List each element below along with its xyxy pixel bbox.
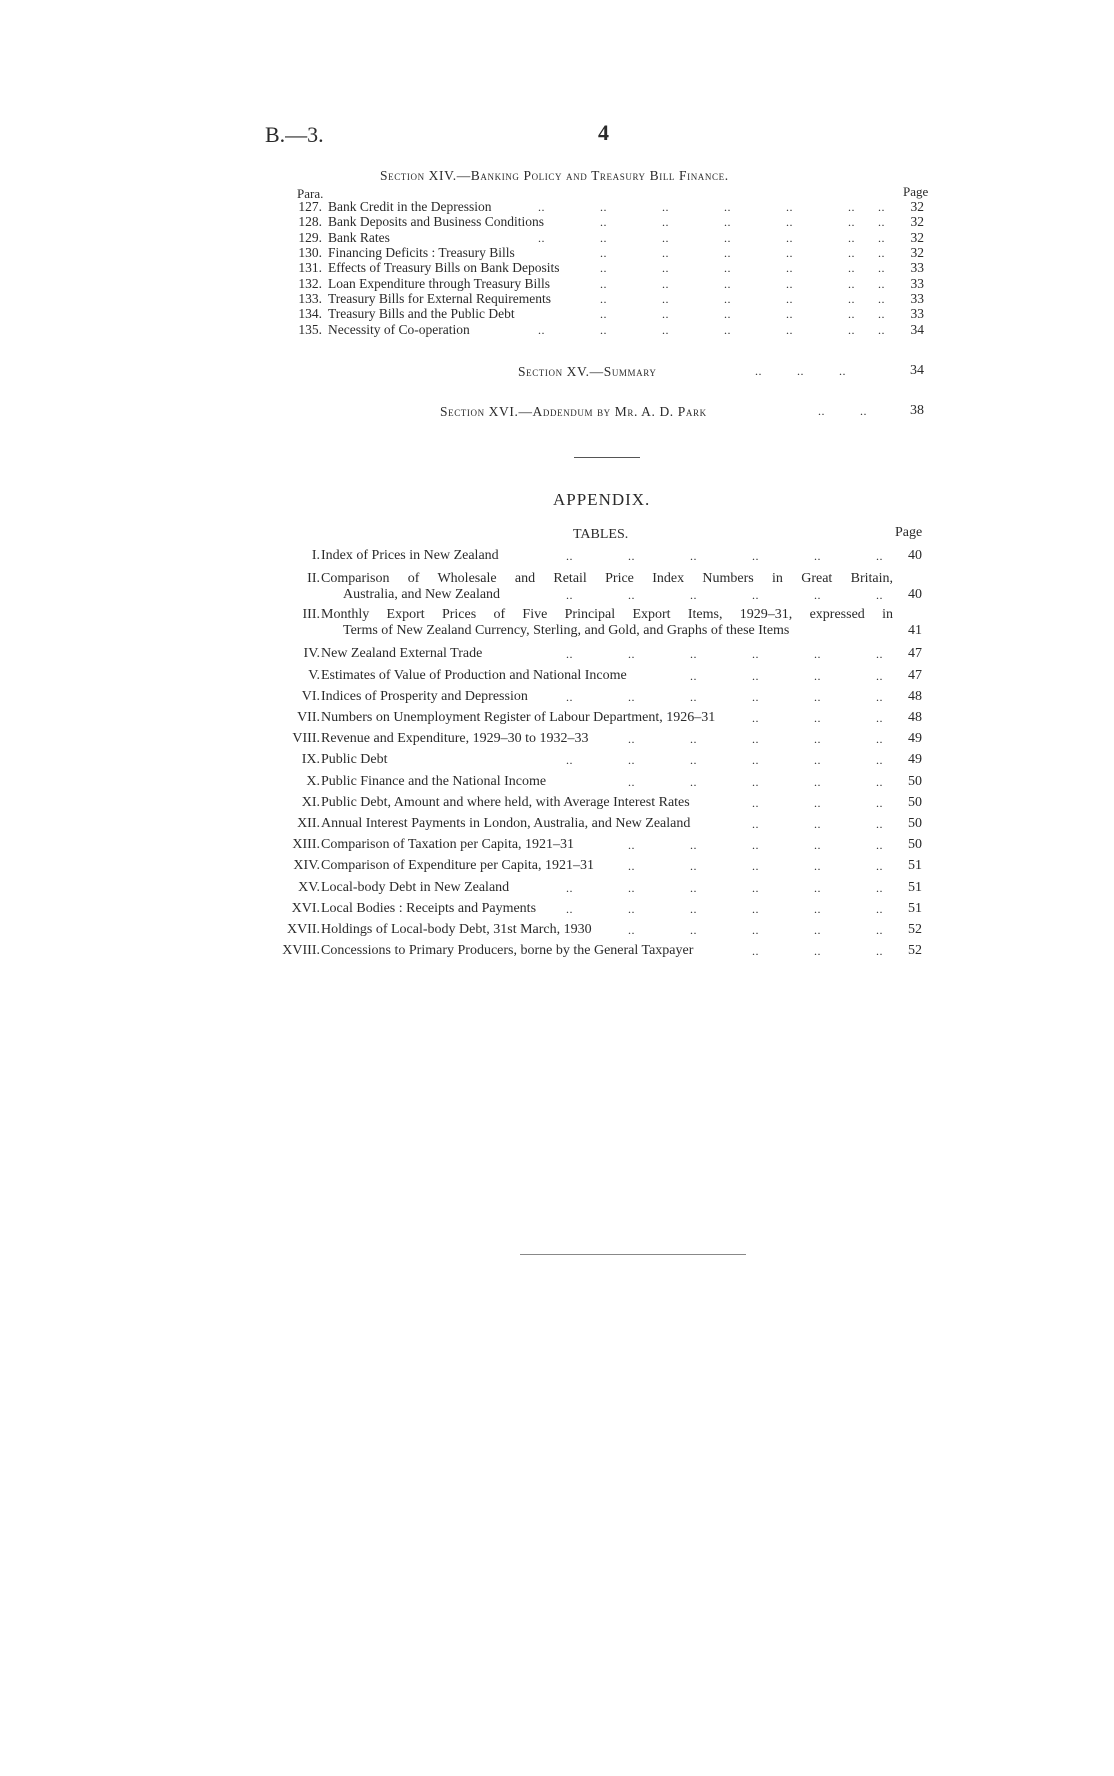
page-ref: 50 <box>908 837 922 852</box>
page-ref: 33 <box>910 291 924 306</box>
para-number: 129. <box>298 230 322 245</box>
toc-row <box>0 306 1114 322</box>
leader-dots: .. <box>724 200 731 214</box>
table-row <box>0 816 1114 832</box>
leader-dots: .. <box>848 323 855 337</box>
leader-dots: .. <box>814 796 821 810</box>
leader-dots: .. <box>848 231 855 245</box>
table-title: Public Finance and the National Income <box>321 774 547 789</box>
leader-dots: .. <box>752 817 759 831</box>
table-title: Comparison of Taxation per Capita, 1921–31 <box>321 837 575 852</box>
leader-dots: .. <box>600 246 607 260</box>
toc-entry-title: Bank Rates <box>328 230 390 245</box>
tables-label: TABLES. <box>573 527 629 542</box>
page-ref: 47 <box>908 646 922 661</box>
table-number: XII. <box>297 816 320 831</box>
leader-dots: .. <box>600 231 607 245</box>
leader-dots: .. <box>878 231 885 245</box>
table-number: XI. <box>301 795 320 810</box>
leader-dots: .. <box>690 902 697 916</box>
leader-dots: .. <box>814 669 821 683</box>
leader-dots: .. <box>538 200 545 214</box>
toc-entry-title: Bank Credit in the Depression <box>328 199 492 214</box>
leader-dots: .. <box>600 200 607 214</box>
leader-dots: .. <box>878 277 885 291</box>
table-number: XIV. <box>293 858 320 873</box>
page-ref: 41 <box>908 623 922 638</box>
toc-row <box>0 276 1114 292</box>
leader-dots: .. <box>876 944 883 958</box>
table-row <box>0 689 1114 705</box>
table-number: XV. <box>298 880 320 895</box>
section-xv-leader: .. .. .. <box>755 364 846 378</box>
page-ref: 48 <box>908 710 922 725</box>
toc-entry-title: Loan Expenditure through Treasury Bills <box>328 276 550 291</box>
table-row <box>0 922 1114 938</box>
leader-dots: .. <box>566 902 573 916</box>
leader-dots: .. <box>662 261 669 275</box>
leader-dots: .. <box>690 647 697 661</box>
leader-dots: .. <box>724 231 731 245</box>
leader-dots: .. <box>724 292 731 306</box>
leader-dots: .. <box>814 588 821 602</box>
table-title: New Zealand External Trade <box>321 646 483 661</box>
leader-dots: .. <box>752 690 759 704</box>
leader-dots: .. <box>814 859 821 873</box>
table-row <box>0 668 1114 684</box>
appendix-title: APPENDIX. <box>553 490 651 509</box>
table-number: XIII. <box>292 837 320 852</box>
leader-dots: .. <box>662 246 669 260</box>
table-row <box>0 607 1114 639</box>
leader-dots: .. <box>690 859 697 873</box>
table-row <box>0 858 1114 874</box>
leader-dots: .. <box>628 549 635 563</box>
section-xvi-leader: .. .. <box>818 404 867 418</box>
table-row <box>0 548 1114 564</box>
leader-dots: .. <box>690 732 697 746</box>
toc-row <box>0 322 1114 338</box>
table-title-continued: Australia, and New Zealand <box>343 587 501 602</box>
leader-dots: .. <box>786 307 793 321</box>
leader-dots: .. <box>786 323 793 337</box>
table-title: Estimates of Value of Production and National Income <box>321 668 627 683</box>
leader-dots: .. <box>814 881 821 895</box>
table-number: V. <box>308 668 320 683</box>
leader-dots: .. <box>876 838 883 852</box>
leader-dots: .. <box>600 215 607 229</box>
leader-dots: .. <box>690 753 697 767</box>
table-title: Numbers on Unemployment Register of Labour Department, 1926–31 <box>321 710 716 725</box>
leader-dots: .. <box>538 323 545 337</box>
leader-dots: .. <box>690 775 697 789</box>
page-ref: 48 <box>908 689 922 704</box>
table-title: Comparison of Expenditure per Capita, 1921–31 <box>321 858 594 873</box>
leader-dots: .. <box>786 200 793 214</box>
table-title-continued: Terms of New Zealand Currency, Sterling, and Gold, and Graphs of these Items <box>343 623 790 638</box>
page-ref: 33 <box>910 260 924 275</box>
toc-entry-title: Bank Deposits and Business Conditions <box>328 214 545 229</box>
table-row <box>0 731 1114 747</box>
leader-dots: .. <box>724 307 731 321</box>
leader-dots: .. <box>752 775 759 789</box>
table-row <box>0 795 1114 811</box>
leader-dots: .. <box>814 647 821 661</box>
table-title: Comparison of Wholesale and Retail Price Index Numbers in Great Britain, <box>321 571 893 586</box>
leader-dots: .. <box>662 277 669 291</box>
leader-dots: .. <box>628 690 635 704</box>
leader-dots: .. <box>814 923 821 937</box>
page-number: 4 <box>598 120 609 145</box>
page-ref: 32 <box>910 230 924 245</box>
page-ref: 52 <box>908 922 922 937</box>
leader-dots: .. <box>566 549 573 563</box>
page-ref: 51 <box>908 901 922 916</box>
leader-dots: .. <box>876 549 883 563</box>
leader-dots: .. <box>752 549 759 563</box>
section-xv-page: 34 <box>910 363 924 378</box>
leader-dots: .. <box>752 902 759 916</box>
table-row <box>0 710 1114 726</box>
page-ref: 50 <box>908 816 922 831</box>
page-ref: 40 <box>908 548 922 563</box>
leader-dots: .. <box>538 231 545 245</box>
table-title: Local Bodies : Receipts and Payments <box>321 901 537 916</box>
leader-dots: .. <box>786 231 793 245</box>
leader-dots: .. <box>628 732 635 746</box>
leader-dots: .. <box>878 323 885 337</box>
toc-entry-title: Necessity of Co-operation <box>328 322 470 337</box>
leader-dots: .. <box>690 923 697 937</box>
leader-dots: .. <box>814 711 821 725</box>
document-reference: B.—3. <box>265 122 324 147</box>
leader-dots: .. <box>662 323 669 337</box>
leader-dots: .. <box>600 323 607 337</box>
leader-dots: .. <box>724 246 731 260</box>
leader-dots: .. <box>876 902 883 916</box>
leader-dots: .. <box>752 796 759 810</box>
leader-dots: .. <box>628 753 635 767</box>
toc-row <box>0 245 1114 261</box>
section-xvi-heading: Section XVI.—Addendum by Mr. A. D. Park <box>440 404 707 419</box>
leader-dots: .. <box>628 647 635 661</box>
table-title: Public Debt, Amount and where held, with Average Interest Rates <box>321 795 690 810</box>
table-number: II. <box>307 571 320 586</box>
para-number: 130. <box>298 245 322 260</box>
toc-row <box>0 214 1114 230</box>
page-ref: 51 <box>908 858 922 873</box>
table-title: Public Debt <box>321 752 388 767</box>
page-ref: 52 <box>908 943 922 958</box>
para-number: 135. <box>298 322 322 337</box>
table-title: Index of Prices in New Zealand <box>321 548 499 563</box>
table-number: X. <box>306 774 320 789</box>
leader-dots: .. <box>814 690 821 704</box>
leader-dots: .. <box>690 881 697 895</box>
leader-dots: .. <box>814 902 821 916</box>
page-ref: 50 <box>908 795 922 810</box>
leader-dots: .. <box>848 200 855 214</box>
leader-dots: .. <box>876 817 883 831</box>
table-number: XVII. <box>286 922 320 937</box>
table-number: XVIII. <box>282 943 320 958</box>
leader-dots: .. <box>752 732 759 746</box>
toc-row <box>0 260 1114 276</box>
page-ref: 50 <box>908 774 922 789</box>
appendix-page-label: Page <box>895 525 923 540</box>
table-number: IX. <box>301 752 320 767</box>
leader-dots: .. <box>752 711 759 725</box>
leader-dots: .. <box>786 292 793 306</box>
leader-dots: .. <box>752 647 759 661</box>
para-number: 133. <box>298 291 322 306</box>
table-number: VIII. <box>292 731 320 746</box>
leader-dots: .. <box>876 669 883 683</box>
leader-dots: .. <box>600 307 607 321</box>
leader-dots: .. <box>786 261 793 275</box>
leader-dots: .. <box>878 215 885 229</box>
toc-row <box>0 199 1114 215</box>
leader-dots: .. <box>628 902 635 916</box>
table-row <box>0 571 1114 603</box>
leader-dots: .. <box>566 690 573 704</box>
leader-dots: .. <box>752 669 759 683</box>
section-xvi-page: 38 <box>910 403 924 418</box>
leader-dots: .. <box>786 215 793 229</box>
leader-dots: .. <box>628 859 635 873</box>
end-rule <box>520 1254 746 1255</box>
leader-dots: .. <box>724 277 731 291</box>
page-ref: 32 <box>910 245 924 260</box>
leader-dots: .. <box>814 838 821 852</box>
leader-dots: .. <box>876 796 883 810</box>
leader-dots: .. <box>786 246 793 260</box>
section-divider <box>574 457 640 458</box>
page-ref: 32 <box>910 214 924 229</box>
leader-dots: .. <box>628 775 635 789</box>
leader-dots: .. <box>876 711 883 725</box>
leader-dots: .. <box>876 647 883 661</box>
table-row <box>0 901 1114 917</box>
page-ref: 33 <box>910 276 924 291</box>
toc-entry-title: Treasury Bills for External Requirements <box>328 291 551 306</box>
leader-dots: .. <box>724 323 731 337</box>
leader-dots: .. <box>876 859 883 873</box>
table-title: Holdings of Local-body Debt, 31st March, 1930 <box>321 922 592 937</box>
leader-dots: .. <box>566 588 573 602</box>
leader-dots: .. <box>878 200 885 214</box>
leader-dots: .. <box>690 588 697 602</box>
leader-dots: .. <box>752 881 759 895</box>
leader-dots: .. <box>752 859 759 873</box>
leader-dots: .. <box>848 215 855 229</box>
leader-dots: .. <box>876 732 883 746</box>
table-row <box>0 646 1114 662</box>
table-number: XVI. <box>291 901 320 916</box>
leader-dots: .. <box>752 838 759 852</box>
leader-dots: .. <box>878 246 885 260</box>
para-number: 132. <box>298 276 322 291</box>
section-xv-heading: Section XV.—Summary <box>518 364 657 379</box>
table-number: VI. <box>301 689 320 704</box>
leader-dots: .. <box>752 588 759 602</box>
leader-dots: .. <box>848 261 855 275</box>
page-ref: 34 <box>910 322 924 337</box>
leader-dots: .. <box>876 690 883 704</box>
page-ref: 49 <box>908 752 922 767</box>
para-number: 131. <box>298 260 322 275</box>
table-number: VII. <box>297 710 320 725</box>
page-ref: 51 <box>908 880 922 895</box>
leader-dots: .. <box>752 753 759 767</box>
leader-dots: .. <box>814 775 821 789</box>
table-number: III. <box>302 607 320 622</box>
page-ref: 40 <box>908 587 922 602</box>
para-number: 134. <box>298 306 322 321</box>
leader-dots: .. <box>690 549 697 563</box>
table-row <box>0 880 1114 896</box>
table-number: IV. <box>303 646 320 661</box>
leader-dots: .. <box>878 307 885 321</box>
leader-dots: .. <box>814 549 821 563</box>
para-number: 127. <box>298 199 322 214</box>
leader-dots: .. <box>628 838 635 852</box>
leader-dots: .. <box>690 690 697 704</box>
leader-dots: .. <box>690 838 697 852</box>
leader-dots: .. <box>628 923 635 937</box>
leader-dots: .. <box>566 753 573 767</box>
table-title: Local-body Debt in New Zealand <box>321 880 510 895</box>
leader-dots: .. <box>662 292 669 306</box>
toc-entry-title: Financing Deficits : Treasury Bills <box>328 245 515 260</box>
leader-dots: .. <box>878 261 885 275</box>
leader-dots: .. <box>628 881 635 895</box>
leader-dots: .. <box>600 277 607 291</box>
page-ref: 49 <box>908 731 922 746</box>
page-ref: 32 <box>910 199 924 214</box>
toc-entry-title: Effects of Treasury Bills on Bank Deposits <box>328 260 560 275</box>
page-ref: 33 <box>910 306 924 321</box>
section-xiv-heading: Section XIV.—Banking Policy and Treasury Bill Finance. <box>380 168 729 183</box>
table-title: Monthly Export Prices of Five Principal Export Items, 1929–31, expressed in <box>321 607 893 622</box>
leader-dots: .. <box>628 588 635 602</box>
table-row <box>0 774 1114 790</box>
leader-dots: .. <box>724 261 731 275</box>
leader-dots: .. <box>876 881 883 895</box>
table-row <box>0 943 1114 959</box>
leader-dots: .. <box>690 669 697 683</box>
leader-dots: .. <box>814 817 821 831</box>
leader-dots: .. <box>662 215 669 229</box>
leader-dots: .. <box>662 231 669 245</box>
leader-dots: .. <box>662 200 669 214</box>
leader-dots: .. <box>876 923 883 937</box>
leader-dots: .. <box>848 246 855 260</box>
leader-dots: .. <box>600 261 607 275</box>
leader-dots: .. <box>600 292 607 306</box>
leader-dots: .. <box>814 753 821 767</box>
table-title: Concessions to Primary Producers, borne by the General Taxpayer <box>321 943 694 958</box>
table-row <box>0 752 1114 768</box>
table-number: I. <box>311 548 320 563</box>
leader-dots: .. <box>752 923 759 937</box>
para-number: 128. <box>298 214 322 229</box>
leader-dots: .. <box>876 775 883 789</box>
leader-dots: .. <box>786 277 793 291</box>
leader-dots: .. <box>876 753 883 767</box>
table-title: Revenue and Expenditure, 1929–30 to 1932–33 <box>321 731 589 746</box>
leader-dots: .. <box>724 215 731 229</box>
toc-row <box>0 230 1114 246</box>
leader-dots: .. <box>752 944 759 958</box>
toc-row <box>0 291 1114 307</box>
leader-dots: .. <box>876 588 883 602</box>
para-label: Para. <box>297 186 324 201</box>
page-ref: 47 <box>908 668 922 683</box>
leader-dots: .. <box>848 292 855 306</box>
leader-dots: .. <box>814 732 821 746</box>
leader-dots: .. <box>848 307 855 321</box>
toc-entry-title: Treasury Bills and the Public Debt <box>328 306 515 321</box>
leader-dots: .. <box>662 307 669 321</box>
leader-dots: .. <box>848 277 855 291</box>
page-label: Page <box>903 184 929 199</box>
leader-dots: .. <box>814 944 821 958</box>
table-title: Annual Interest Payments in London, Australia, and New Zealand <box>321 816 691 831</box>
table-row <box>0 837 1114 853</box>
leader-dots: .. <box>566 881 573 895</box>
leader-dots: .. <box>878 292 885 306</box>
leader-dots: .. <box>566 647 573 661</box>
table-title: Indices of Prosperity and Depression <box>321 689 528 704</box>
